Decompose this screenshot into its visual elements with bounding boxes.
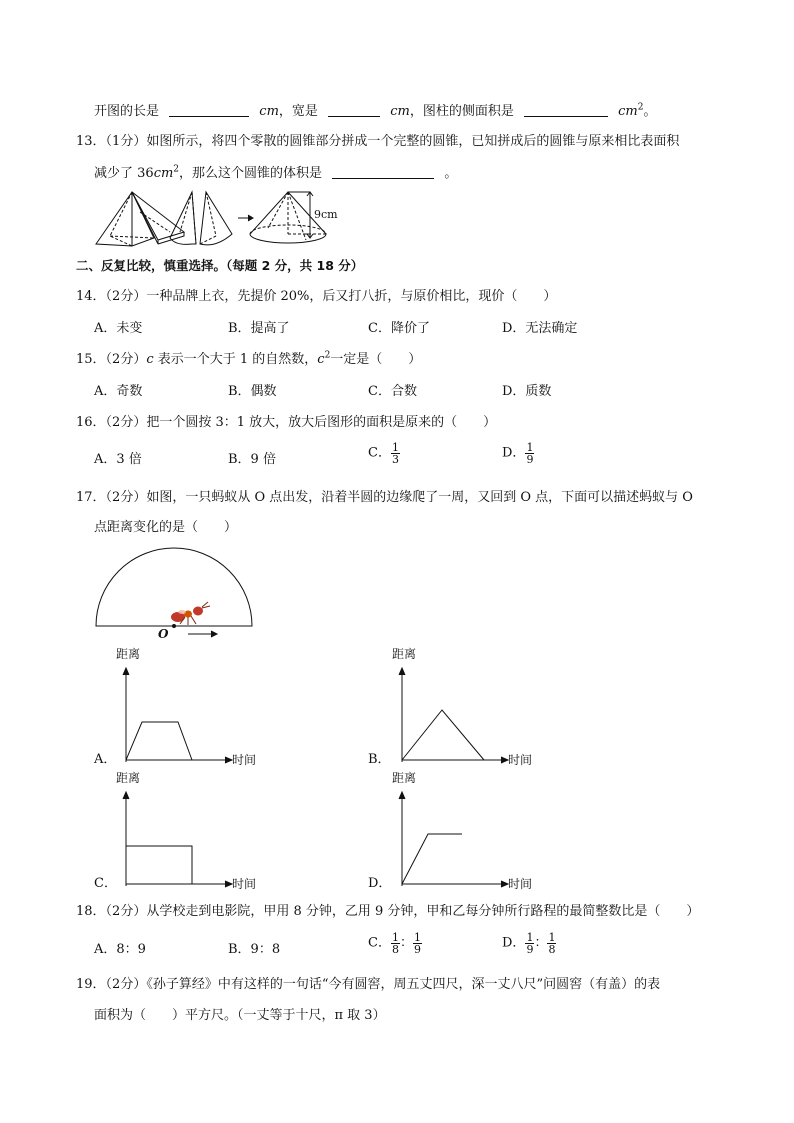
q17-graph-c[interactable] bbox=[114, 768, 274, 894]
q19-stem-line1 bbox=[76, 975, 660, 995]
q16-option-d-fraction bbox=[525, 442, 534, 465]
q16-number: 16． bbox=[76, 415, 106, 430]
q15-text-a: （2分） bbox=[105, 352, 147, 367]
q15-option-d[interactable]: D．质数 bbox=[502, 384, 552, 399]
fraction-denominator: 9 bbox=[526, 453, 534, 466]
q17-number: 17． bbox=[76, 490, 106, 505]
q15-var: c bbox=[146, 352, 154, 367]
q18-option-c[interactable] bbox=[368, 932, 422, 955]
graph-d-curve bbox=[402, 834, 462, 884]
q13-text1: （1分）如图所示，将四个零散的圆锥部分拼成一个完整的圆锥，已知拼成后的圆锥与原来相比表面积 bbox=[105, 134, 680, 149]
fraction-denominator: 8 bbox=[548, 943, 556, 956]
graph-c-ylabel: 距离 bbox=[116, 771, 141, 785]
graph-c-curve bbox=[126, 846, 192, 884]
q13-unit: cm bbox=[153, 166, 174, 181]
graph-a-xlabel: 时间 bbox=[232, 753, 257, 767]
q14-option-c[interactable]: C．降价了 bbox=[368, 321, 430, 336]
q18-stem bbox=[76, 902, 699, 922]
q17-option-d-label[interactable]: D． bbox=[368, 876, 392, 891]
q14-text: （2分）一种品牌上衣，先提价 20%，后又打八折，与原价相比，现价（ ） bbox=[105, 289, 557, 304]
q18-option-c-label: C． bbox=[368, 935, 391, 951]
graph-a-ylabel: 距离 bbox=[116, 647, 141, 661]
fraction-numerator: 1 bbox=[526, 441, 534, 454]
q15-stem bbox=[76, 350, 421, 370]
graph-b-xlabel: 时间 bbox=[508, 753, 533, 767]
fraction-numerator: 1 bbox=[526, 931, 534, 944]
q15-number: 15． bbox=[76, 352, 106, 367]
q17-graph-b[interactable] bbox=[390, 644, 550, 770]
ratio-colon: ： bbox=[399, 935, 413, 951]
q14-number: 14． bbox=[76, 289, 106, 304]
ant-icon bbox=[171, 602, 210, 625]
q18-number: 18． bbox=[76, 904, 106, 919]
q16-option-d[interactable] bbox=[502, 442, 534, 465]
q14-option-a[interactable]: A．未变 bbox=[94, 321, 143, 336]
q15-exp: 2 bbox=[324, 350, 331, 361]
q16-option-c[interactable] bbox=[368, 442, 400, 465]
graph-a-curve bbox=[126, 722, 192, 760]
q12-blank-width[interactable] bbox=[328, 102, 380, 117]
q13-stem-line1 bbox=[76, 132, 679, 152]
fraction-numerator: 1 bbox=[548, 931, 556, 944]
q19-number: 19． bbox=[76, 977, 106, 992]
q18-option-c-fraction-2 bbox=[413, 932, 422, 955]
cone-piece-2 bbox=[132, 192, 184, 244]
q12-sep2: ，图柱的侧面积是 bbox=[409, 104, 514, 119]
q15-option-b[interactable]: B．偶数 bbox=[228, 384, 277, 399]
q16-option-c-label: C． bbox=[368, 445, 391, 461]
q17-stem-line1 bbox=[76, 488, 693, 508]
q12-end: 。 bbox=[643, 104, 657, 119]
section-2-title: 二、反复比较，慎重选择。（每题 2 分，共 18 分） bbox=[76, 258, 364, 273]
q13-cone-figure bbox=[92, 188, 362, 250]
q18-option-d[interactable] bbox=[502, 932, 556, 955]
q12-line bbox=[94, 102, 656, 122]
q13-height-label: 9cm bbox=[314, 208, 338, 221]
q15-option-c[interactable]: C．合数 bbox=[368, 384, 417, 399]
q18-option-b[interactable]: B．9：8 bbox=[228, 942, 281, 957]
q14-option-d[interactable]: D．无法确定 bbox=[502, 321, 578, 336]
q18-option-d-fraction-2 bbox=[547, 932, 556, 955]
q15-option-a[interactable]: A．奇数 bbox=[94, 384, 143, 399]
fraction-denominator: 8 bbox=[391, 943, 399, 956]
q15-var2: c bbox=[317, 352, 325, 367]
fraction-numerator: 1 bbox=[391, 441, 399, 454]
q18-option-c-fraction-1 bbox=[391, 932, 400, 955]
q14-option-b[interactable]: B．提高了 bbox=[228, 321, 290, 336]
fraction-denominator: 9 bbox=[413, 943, 421, 956]
q17-option-b-label[interactable]: B． bbox=[368, 752, 391, 767]
q12-unit3: cm bbox=[618, 104, 638, 119]
q14-stem bbox=[76, 287, 556, 307]
q13-text2b: ，那么这个圆锥的体积是 bbox=[179, 166, 323, 181]
q12-unit3-exp: 2 bbox=[637, 102, 644, 113]
q12-sep1: ，宽是 bbox=[278, 104, 318, 119]
q12-unit2: cm bbox=[390, 104, 410, 119]
q13-number: 13． bbox=[76, 134, 106, 149]
q17-semicircle-figure bbox=[90, 546, 260, 642]
graph-b-ylabel: 距离 bbox=[392, 647, 417, 661]
q13-answer-blank[interactable] bbox=[332, 164, 434, 179]
right-arrow-icon bbox=[238, 215, 253, 221]
point-o-label: O bbox=[158, 627, 169, 641]
q12-blank-length[interactable] bbox=[169, 102, 249, 117]
graph-c-xlabel: 时间 bbox=[232, 877, 257, 891]
fraction-numerator: 1 bbox=[413, 931, 421, 944]
q13-unit-exp: 2 bbox=[173, 164, 180, 175]
q19-text1: （2分）《孙子算经》中有这样的一句话“今有圆窖，周五丈四尺，深一丈八尺”问圆窖（有盖）的表 bbox=[105, 977, 661, 992]
q17-graph-a[interactable] bbox=[114, 644, 274, 770]
cone-piece-4 bbox=[200, 192, 232, 245]
q12-unit1: cm bbox=[259, 104, 279, 119]
q16-stem bbox=[76, 413, 496, 433]
q13-text2a: 减少了 36 bbox=[94, 166, 154, 181]
q17-stem-line2: 点距离变化的是（ ） bbox=[94, 520, 238, 535]
q18-text: （2分）从学校走到电影院，甲用 8 分钟，乙用 9 分钟，甲和乙每分钟所行路程的最简整数比是（ ） bbox=[105, 904, 700, 919]
q12-prefix: 开图的长是 bbox=[94, 104, 160, 119]
q13-end: 。 bbox=[444, 166, 458, 181]
fraction-denominator: 9 bbox=[526, 943, 534, 956]
q17-option-c-label[interactable]: C． bbox=[94, 876, 117, 891]
q16-option-b[interactable]: B．9 倍 bbox=[228, 452, 276, 467]
q15-text-b: 表示一个大于 1 的自然数， bbox=[153, 352, 318, 367]
q17-graph-d[interactable] bbox=[390, 768, 550, 894]
q16-text: （2分）把一个圆按 3：1 放大，放大后图形的面积是原来的（ ） bbox=[105, 415, 497, 430]
ratio-colon: ： bbox=[534, 935, 548, 951]
point-o bbox=[172, 624, 176, 628]
fraction-denominator: 3 bbox=[391, 453, 399, 466]
q18-option-d-label: D． bbox=[502, 935, 526, 951]
q12-blank-area[interactable] bbox=[524, 102, 608, 117]
fraction-numerator: 1 bbox=[391, 931, 399, 944]
q17-option-a-label[interactable]: A． bbox=[94, 752, 117, 767]
graph-d-ylabel: 距离 bbox=[392, 771, 417, 785]
q13-stem-line2 bbox=[94, 164, 457, 184]
q18-option-a[interactable]: A．8：9 bbox=[94, 942, 146, 957]
graph-d-xlabel: 时间 bbox=[508, 877, 533, 891]
q17-text1: （2分）如图，一只蚂蚁从 O 点出发，沿着半圆的边缘爬了一周，又回到 O 点，下面可以描述蚂蚁与 O bbox=[105, 490, 693, 505]
q16-option-c-fraction bbox=[391, 442, 400, 465]
q19-stem-line2: 面积为（ ）平方尺。（一丈等于十尺，π 取 3） bbox=[94, 1008, 386, 1023]
q16-option-d-label: D． bbox=[502, 445, 526, 461]
graph-b-curve bbox=[402, 710, 484, 760]
q15-text-c: 一定是（ ） bbox=[330, 352, 422, 367]
q16-option-a[interactable]: A．3 倍 bbox=[94, 452, 142, 467]
